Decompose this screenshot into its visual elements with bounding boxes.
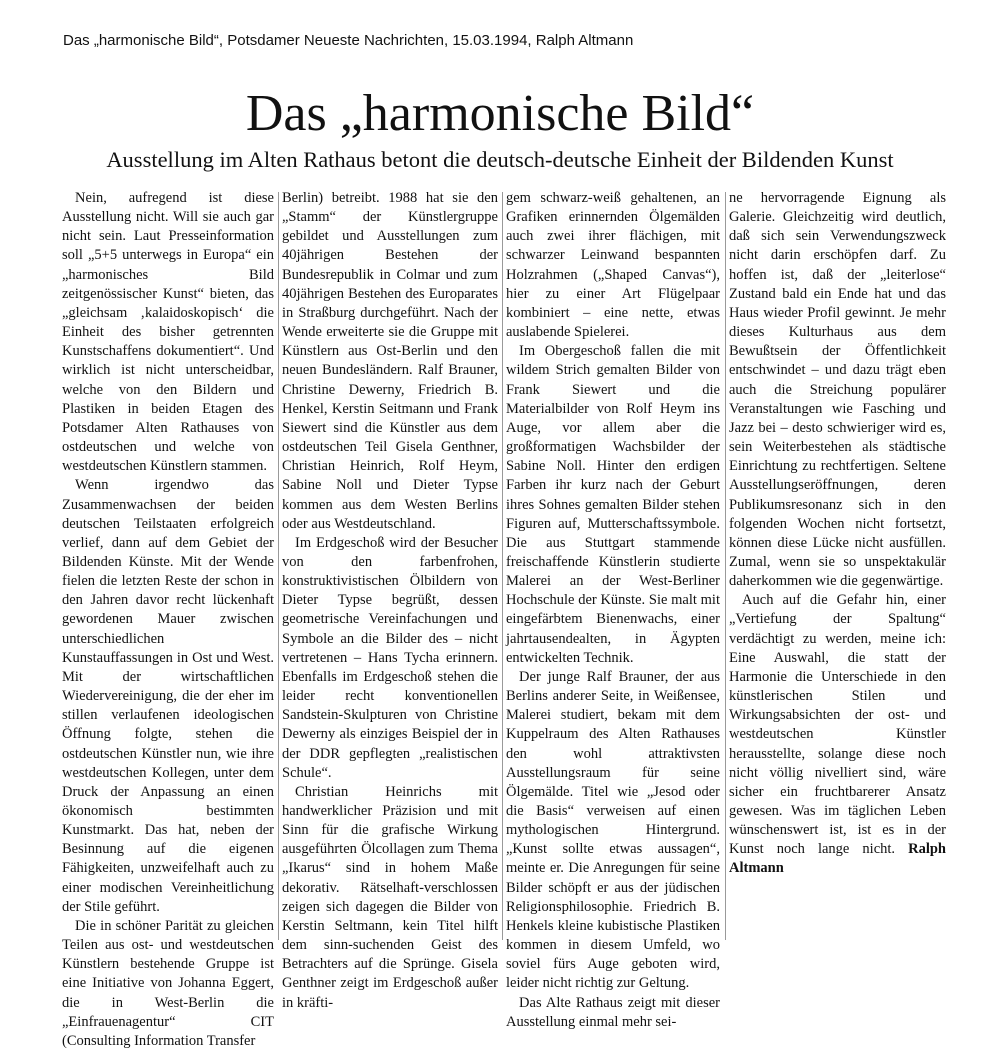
column-divider xyxy=(278,192,279,940)
column-divider xyxy=(725,192,726,940)
article-paragraph: Nein, aufregend ist diese Ausstellung nicht. Will sie auch gar nicht sein. Laut Presseinformation soll „5+5 unterwegs in Europa“ ein „harmonisches Bild zeitgenössischer Kunst“ bieten, das „gleichsam ‚kalaidoskopisch‘ die Einheit des bisher getrennten Kunstschaffens dokumentiert“. Und wirklich ist nicht unterscheidbar, welche von den Bildern und Plastiken in beiden Etagen des Potsdamer Alten Rathauses von ostdeutschen und welche von westdeutschen Künstlern stammen. xyxy=(62,190,274,475)
article-paragraph: ne hervorragende Eignung als Galerie. Gleichzeitig wird deutlich, daß sich sein Verwendungszweck nicht darin erschöpfen darf. Zu hoffen ist, daß der „leiterlose“ Zustand bald ein Ende hat und das Haus wieder Profil gewinnt. Je mehr dieses Kulturhaus aus dem Bewußtsein der Öffentlichkeit entschwindet – und dazu trägt eben auch die Streichung populärer Veranstaltungen wie Fasching und Jazz bei – desto schwieriger wird es, sein Weiterbestehen als städtische Einrichtung zu rechtfertigen. Seltene Ausstellungseröffnungen, deren Publikumsresonanz sich in den folgenden Wochen nicht fortsetzt, können diese Lücke nicht ausfüllen. Zumal, wenn sie so unspektakulär daherkommen wie die gegenwärtige. xyxy=(729,190,946,590)
source-caption: Das „harmonische Bild“, Potsdamer Neueste Nachrichten, 15.03.1994, Ralph Altmann xyxy=(63,32,634,49)
article-subheadline: Ausstellung im Alten Rathaus betont die deutsch-deutsche Einheit der Bildenden Kunst xyxy=(106,147,894,172)
article-column-3 xyxy=(506,189,720,1030)
article-paragraph: Im Erdgeschoß wird der Besucher von den farbenfrohen, konstruktivistischen Ölbildern von Dieter Typse begrüßt, dessen geometrische Vereinfachungen und Symbole an die Bilder des – nicht vertretenen – Hans Tycha erinnern. Ebenfalls im Erdgeschoß stehen die leider recht konventionellen Sandstein-Skulpturen von Christine Dewerny als einziges Beispiel der in der DDR gepflegten „realistischen Schule“. xyxy=(282,534,498,781)
article-column-2 xyxy=(282,189,498,1011)
column-divider xyxy=(502,192,503,940)
article-headline: Das „harmonische Bild“ xyxy=(245,85,755,142)
article-paragraph: Das Alte Rathaus zeigt mit dieser Ausstellung einmal mehr sei- xyxy=(506,994,720,1030)
article-paragraph: Im Obergeschoß fallen die mit wildem Strich gemalten Bilder von Frank Siewert und die Materialbilder von Rolf Heym ins Auge, vor allem aber die großformatigen Wachsbilder der Sabine Noll. Hinter den erdigen Farben ihr kurz nach der Geburt ihres Sohnes gemalten Bilder stehen Figuren auf, Mutterschaftssymbole. Die aus Stuttgart stammende freischaffende Künstlerin studierte Malerei an der West-Berliner Hochschule der Künste. Sie malt mit eingefärbtem Bienenwachs, einer jahrtausendealten, in Ägypten entwickelten Technik. xyxy=(506,343,720,666)
article-paragraph: Christian Heinrichs mit handwerklicher Präzision und mit Sinn für die grafische Wirkung ausgeführten Ölcollagen zum Thema „Ikarus“ sind in hohem Maße dekorativ. Rätselhaft-verschlossen zeigen sich dagegen die Bilder von Kerstin Seltmann, kein Titel hilft dem sinn-suchenden Geist des Betrachters auf die Sprünge. Gisela Genthner zeigt im Erdgeschoß außer in kräfti- xyxy=(282,783,498,1011)
article-paragraph: Der junge Ralf Brauner, der aus Berlins anderer Seite, in Weißensee, Malerei studiert, bekam mit dem Kuppelraum des Alten Rathauses den wohl attraktivsten Ausstellungsraum für seine Ölgemälde. Titel wie „Jesod oder die Basis“ verweisen auf einen mythologischen Hintergrund. „Kunst sollte etwas aussagen“, meinte er. Die Anregungen für seine Bilder schöpft er aus der jüdischen Religionsphilosophie. Friedrich B. Henkels kleine kubistische Plastiken kommen in diesem Umfeld, wo soviel fürs Auge geboten wird, leider nicht richtig zur Geltung. xyxy=(506,668,720,992)
article-paragraph: Die in schöner Parität zu gleichen Teilen aus ost- und westdeutschen Künstlern bestehende Gruppe ist eine Initiative von Johanna Eggert, die in West-Berlin die „Einfrauenagentur“ CIT (Consulting Information Transfer xyxy=(62,917,274,1049)
article-paragraph: Wenn irgendwo das Zusammenwachsen der beiden deutschen Teilstaaten erfolgreich verlief, dann auf dem Gebiet der Bildenden Künste. Mit der Wende fielen die letzten Reste der schon in den Jahren davor recht lückenhaft gewordenen Mauer zwischen unterschiedlichen Kunstauffassungen in Ost und West. Mit der wirtschaftlichen Wiedervereinigung, die der eher im stillen verlaufenen ideologischen Öffnung folgte, stehen die ostdeutschen Künstler nun, wie ihre westdeutschen Kollegen, unter dem Druck der Anpassung an einen ökonomisch bestimmten Kunstmarkt. Das hat, neben der Besinnung auf die eigenen Fähigkeiten, unzweifelhaft auch zu einer modischen Vereinheitlichung der Stile geführt. xyxy=(62,477,274,915)
article-paragraph-text: Auch auf die Gefahr hin, einer „Vertiefung der Spaltung“ verdächtigt zu werden, meine ich: Eine Auswahl, die statt der Harmonie die Unterschiede in den künstlerischen Stilen und Wirkungsabsichten der ost- und westdeutschen Künstler herausstellte, solange diese noch nicht völlig nivelliert sind, wäre sicher ein fruchtbarerer Ansatz gewesen. Was im täglichen Leben wünschenswert ist, ist es in der Kunst noch lange nicht. xyxy=(729,592,946,858)
article-column-1 xyxy=(62,189,274,1049)
article-paragraph: gem schwarz-weiß gehaltenen, an Grafiken erinnernden Ölgemälden auch zwei ihrer flächigen, mit schwarzer Leinwand bespannten Holzrahmen („Shaped Canvas“), hier zu einer Art Flügelpaar kombiniert – eine nette, etwas auslabende Spielerei. xyxy=(506,190,720,341)
author-byline: Ralph Altmann xyxy=(729,841,946,877)
article-column-4 xyxy=(729,189,946,939)
article-paragraph xyxy=(729,591,946,878)
article-paragraph: Berlin) betreibt. 1988 hat sie den „Stamm“ der Künstlergruppe gebildet und Ausstellungen zum 40jährigen Bestehen der Bundesrepublik in Colmar und zum 40jährigen Bestehen des Europarates in Straßburg durchgeführt. Nach der Wende erweiterte sie die Gruppe mit Künstlern aus Ost-Berlin und den neuen Bundesländern. Ralf Brauner, Christine Dewerny, Friedrich B. Henkel, Kerstin Seitmann und Frank Siewert sind die Künstler aus dem ostdeutschen Teil Gisela Genthner, Christian Heinrich, Rolf Heym, Sabine Noll und Dieter Typse kommen aus dem Westen Berlins oder aus Westdeutschland. xyxy=(282,190,498,532)
